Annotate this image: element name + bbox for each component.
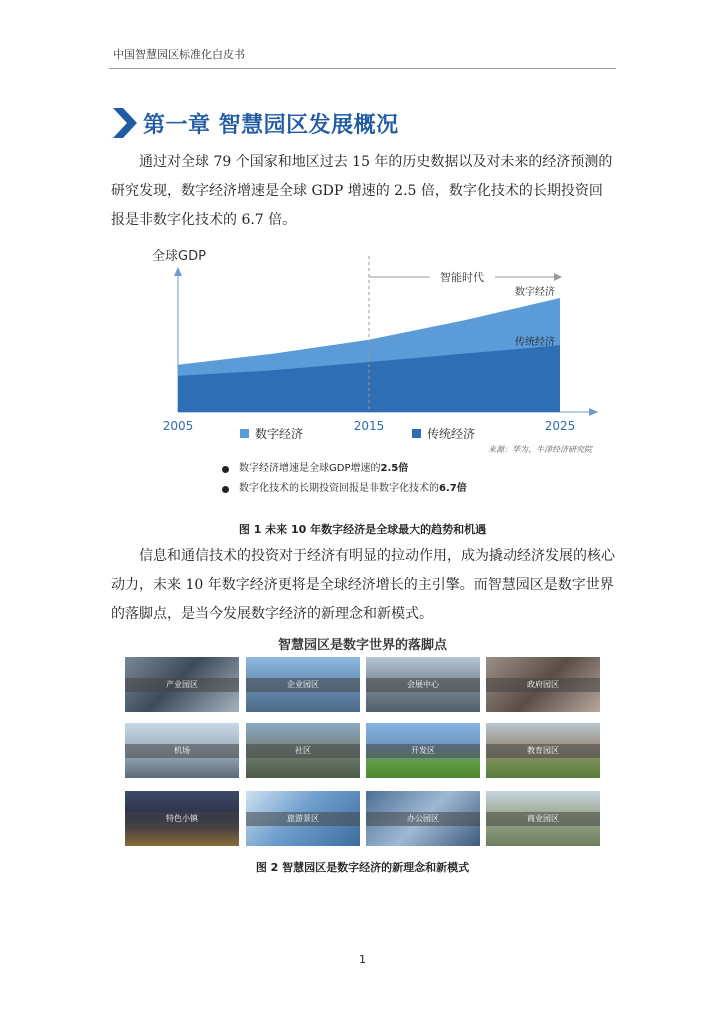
tile-industrial-park [125, 657, 239, 712]
tile-label: 企业园区 [287, 680, 319, 689]
annotation-arrow [554, 273, 562, 281]
tile-development-zone [366, 723, 480, 778]
tile-community [246, 723, 360, 778]
y-axis-label: 全球GDP [152, 249, 206, 264]
x-tick-label: 2025 [544, 419, 576, 433]
legend-label-traditional: 传统经济 [427, 427, 476, 441]
grid-title: 智慧园区是数字世界的落脚点 [277, 638, 447, 653]
x-tick-label: 2015 [353, 419, 385, 433]
tile-convention-center [366, 657, 480, 712]
x-tick-label: 2005 [162, 419, 194, 433]
tile-airport [125, 723, 239, 778]
tile-education-park [486, 723, 600, 778]
tile-label: 开发区 [411, 746, 435, 755]
chevron-right-icon [111, 108, 137, 138]
tile-label: 机场 [174, 746, 190, 755]
header-divider [109, 68, 616, 69]
gdp-area-chart [140, 240, 600, 455]
tile-tourist-area [246, 791, 360, 846]
tile-label: 会展中心 [407, 680, 439, 689]
running-header: 中国智慧园区标准化白皮书 [113, 48, 245, 61]
series-label-digital: 数字经济 [515, 287, 555, 298]
bullet-value: 2.5倍 [380, 463, 409, 474]
tile-office-park [366, 791, 480, 846]
tile-government-park [486, 657, 600, 712]
chapter-title: 第一章 智慧园区发展概况 [143, 112, 399, 138]
key-findings-list [222, 459, 467, 499]
list-item [222, 479, 467, 499]
bullet-value: 6.7倍 [439, 483, 467, 494]
tile-label: 政府园区 [527, 680, 559, 689]
body-paragraph: 信息和通信技术的投资对于经济有明显的拉动作用，成为撬动经济发展的核心动力，未来 10 年数字经济更将是全球经济增长的主引擎。而智慧园区是数字世界的落脚点，是当今发展数字经济的新理念和新模式。 [111, 548, 615, 622]
bullet-text: 数字经济增速是全球GDP增速的 [239, 463, 381, 474]
tile-enterprise-park [246, 657, 360, 712]
tile-commercial-park [486, 791, 600, 846]
intro-paragraph: 通过对全球 79 个国家和地区过去 15 年的历史数据以及对未来的经济预测的研究发现，数字经济增速是全球 GDP 增速的 2.5 倍，数字化技术的长期投资回报是非数字化技术的 6.7 倍。 [111, 154, 613, 228]
tile-label: 商业园区 [527, 814, 559, 823]
figure-1-caption: 图 1 未来 10 年数字经济是全球最大的趋势和机遇 [238, 523, 487, 536]
tile-label: 产业园区 [166, 680, 198, 689]
series-label-traditional: 传统经济 [515, 337, 555, 348]
tile-label: 特色小镇 [166, 814, 198, 823]
tile-label: 旅游景区 [287, 814, 319, 823]
tile-label: 社区 [295, 746, 311, 755]
list-item [222, 459, 467, 479]
figure-2-caption: 图 2 智慧园区是数字经济的新理念和新模式 [255, 861, 470, 874]
bullet-icon [222, 486, 229, 493]
chart-source: 来源：华为、牛津经济研究院 [488, 445, 592, 454]
tile-label: 教育园区 [527, 746, 559, 755]
x-axis-arrow [589, 408, 598, 416]
bullet-text: 数字化技术的长期投资回报是非数字化技术的 [239, 483, 439, 494]
annotation-label: 智能时代 [440, 271, 484, 284]
legend-swatch-digital [240, 429, 249, 438]
legend-swatch-traditional [412, 429, 421, 438]
bullet-icon [222, 466, 229, 473]
chapter-heading [111, 106, 399, 140]
tile-characteristic-town [125, 791, 239, 846]
tile-label: 办公园区 [407, 814, 439, 823]
legend-label-digital: 数字经济 [255, 427, 304, 441]
page-number: 1 [359, 953, 366, 966]
y-axis-arrow [174, 267, 182, 276]
